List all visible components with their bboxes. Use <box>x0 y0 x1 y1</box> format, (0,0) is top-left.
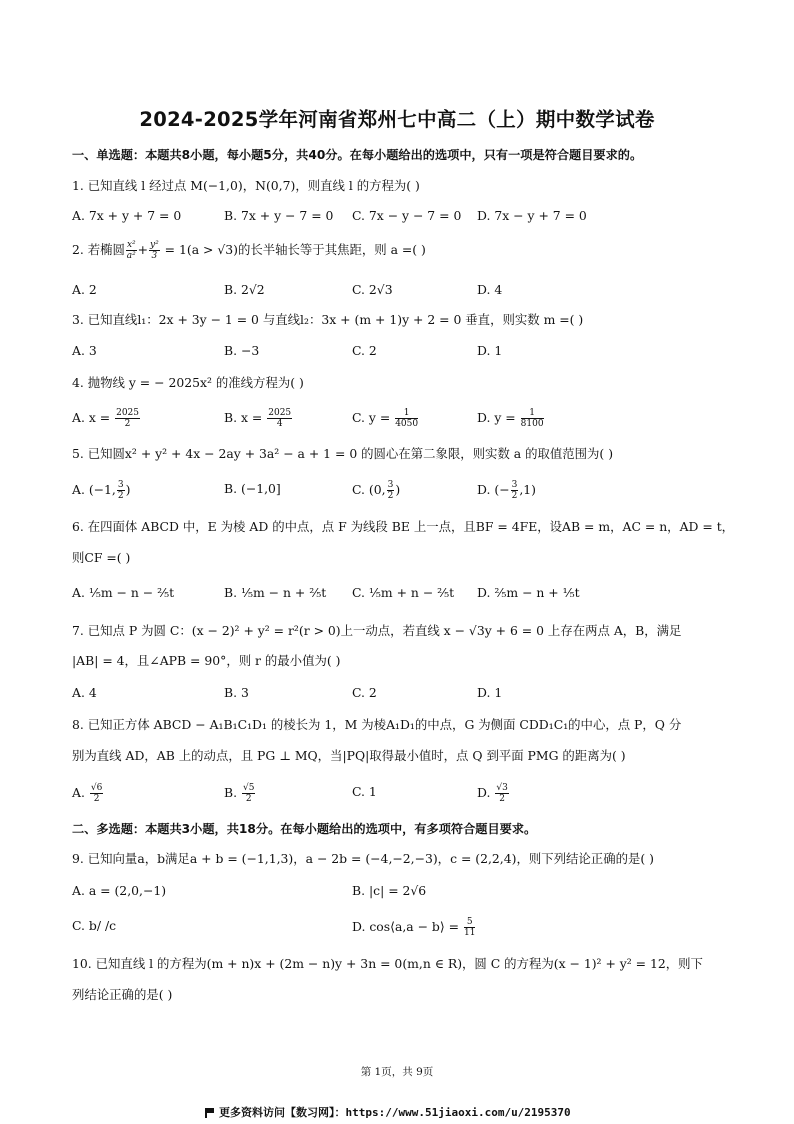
question-7-stem-continued: |AB| = 4，且∠APB = 90°，则 r 的最小值为( ) <box>72 653 341 668</box>
fraction <box>387 480 395 501</box>
option-b <box>224 783 256 804</box>
question-4-stem: 4. 抛物线 y = − 2025x² 的准线方程为( ) <box>72 375 304 390</box>
question-6-stem: 6. 在四面体 ABCD 中，E 为棱 AD 的中点，点 F 为线段 BE 上一点，且BF = 4FE，设AB = m，AC = n，AD = t， <box>72 519 735 534</box>
numerator: 3 <box>511 480 518 490</box>
question-8-options <box>72 783 772 805</box>
question-9-stem: 9. 已知向量a，b满足a + b = (−1,1,3)，a − 2b = (−4,−2,−3)，c = (2,2,4)，则下列结论正确的是( ) <box>72 851 654 866</box>
option-d: D. 1 <box>477 343 503 358</box>
option-d: D. ⅖m − n + ⅕t <box>477 585 580 600</box>
option-d: D. 7x − y + 7 = 0 <box>477 208 587 223</box>
option-c <box>352 480 400 501</box>
question-3-stem: 3. 已知直线l₁：2x + 3y − 1 = 0 与直线l₂：3x + (m + 1)y + 2 = 0 垂直，则实数 m =( ) <box>72 312 584 327</box>
fraction <box>117 480 125 501</box>
option-c-label: C. y = <box>352 410 391 425</box>
option-d-label: D. y = <box>477 410 516 425</box>
question-1-options <box>72 207 772 229</box>
fraction <box>267 408 292 429</box>
flag-icon <box>205 1108 215 1118</box>
option-c: C. 1 <box>352 784 377 799</box>
option-a: A. 4 <box>72 685 97 700</box>
numerator: 3 <box>117 480 124 490</box>
option-b-label: B. <box>224 785 238 800</box>
numerator: 3 <box>387 480 394 490</box>
option-c: C. ⅕m + n − ⅖t <box>352 585 455 600</box>
numerator: x² <box>126 240 136 250</box>
option-a-label: A. <box>72 785 85 800</box>
denominator: 3 <box>151 251 158 261</box>
option-b: B. 7x + y − 7 = 0 <box>224 208 334 223</box>
numerator: 1 <box>521 408 544 419</box>
question-2-prefix: 2. 若椭圆 <box>72 242 125 257</box>
numerator: √5 <box>243 783 255 793</box>
numerator: y² <box>150 240 159 250</box>
option-b: B. ⅕m − n + ⅖t <box>224 585 327 600</box>
fraction <box>495 783 508 804</box>
option-d <box>477 783 510 804</box>
denominator: 2 <box>117 491 124 501</box>
fraction <box>521 408 544 429</box>
denominator: a² <box>126 251 136 261</box>
numerator: √6 <box>90 783 103 793</box>
denominator: 2 <box>499 794 505 804</box>
denominator: 2 <box>245 794 252 804</box>
option-c <box>352 408 419 429</box>
option-a-suffix: ) <box>125 482 131 497</box>
numerator: 1 <box>395 408 418 419</box>
resource-banner[interactable] <box>205 1104 571 1120</box>
option-c: C. 2 <box>352 343 377 358</box>
section-multiple-choice-heading: 二、多选题：本题共3小题，共18分。在每小题给出的选项中，有多项符合题目要求。 <box>72 822 537 836</box>
option-b: B. 2√2 <box>224 282 265 297</box>
option-c-suffix: ) <box>395 482 401 497</box>
denominator: 4050 <box>395 419 419 429</box>
question-7-stem: 7. 已知点 P 为圆 C：(x − 2)² + y² = r²(r > 0)上一动点，若直线 x − √3y + 6 = 0 上存在两点 A，B，满足 <box>72 623 682 638</box>
fraction <box>115 408 140 429</box>
option-a: A. a = (2,0,−1) <box>72 883 167 898</box>
option-d <box>477 408 545 429</box>
option-d-prefix: D. cos⟨a,a − b⟩ = <box>352 919 460 934</box>
option-d-label: D. <box>477 785 491 800</box>
option-b: B. −3 <box>224 343 260 358</box>
question-9-options-row-1 <box>72 882 772 904</box>
option-c: C. 2 <box>352 685 377 700</box>
fraction <box>511 480 519 501</box>
denominator: 4 <box>276 419 283 429</box>
option-a <box>72 480 130 501</box>
option-d-suffix: ,1) <box>519 482 536 497</box>
option-c: C. 2√3 <box>352 282 393 297</box>
question-5-options <box>72 480 772 502</box>
option-c-prefix: C. (0, <box>352 482 386 497</box>
option-b <box>224 408 293 429</box>
page-footer: 第 1页，共 9页 <box>360 1066 434 1078</box>
option-a-label: A. x = <box>72 410 111 425</box>
option-d <box>477 480 536 501</box>
question-3-options <box>72 342 772 364</box>
denominator: 8100 <box>520 419 544 429</box>
denominator: 2 <box>93 794 100 804</box>
numerator: 2025 <box>116 408 139 418</box>
fraction <box>395 408 418 429</box>
question-2-options <box>72 281 772 303</box>
question-4-options <box>72 408 772 430</box>
option-c: C. 7x − y − 7 = 0 <box>352 208 462 223</box>
question-8-stem: 8. 已知正方体 ABCD − A₁B₁C₁D₁ 的棱长为 1，M 为棱A₁D₁的中点，G 为侧面 CDD₁C₁的中心，点 P，Q 分 <box>72 717 682 732</box>
option-a <box>72 783 104 804</box>
question-10-stem-continued: 列结论正确的是( ) <box>72 987 173 1002</box>
question-7-options <box>72 684 772 706</box>
fraction <box>464 917 475 938</box>
fraction-y2-3 <box>149 240 160 261</box>
denominator: 2 <box>387 491 394 501</box>
option-d-prefix: D. (− <box>477 482 510 497</box>
option-a: A. 3 <box>72 343 97 358</box>
fraction-x2-a2 <box>126 240 137 261</box>
question-6-stem-continued: 则CF =( ) <box>72 550 131 565</box>
option-d: D. 4 <box>477 282 503 297</box>
option-c: C. b/ /c <box>72 918 117 933</box>
question-8-stem-continued: 别为直线 AD，AB 上的动点，且 PG ⊥ MQ，当|PQ|取得最小值时，点 Q 到平面 PMG 的距离为( ) <box>72 748 626 763</box>
question-2-suffix: = 1(a > √3)的长半轴长等于其焦距，则 a =( ) <box>160 242 426 257</box>
option-b: B. |c| = 2√6 <box>352 883 427 898</box>
question-10-stem: 10. 已知直线 l 的方程为(m + n)x + (2m − n)y + 3n = 0(m,n ∈ R)，圆 C 的方程为(x − 1)² + y² = 12，则下 <box>72 956 703 971</box>
option-d: D. 1 <box>477 685 503 700</box>
option-b: B. 3 <box>224 685 249 700</box>
numerator: 5 <box>464 917 475 928</box>
question-9-options-row-2 <box>72 917 772 939</box>
option-a: A. 2 <box>72 282 97 297</box>
denominator: 11 <box>463 928 476 938</box>
resource-banner-text: 更多资料访问【数习网】：https://www.51jiaoxi.com/u/2195370 <box>219 1106 571 1119</box>
option-a-prefix: A. (−1, <box>72 482 116 497</box>
option-b: B. (−1,0] <box>224 481 281 496</box>
section-single-choice-heading: 一、单选题：本题共8小题，每小题5分，共40分。在每小题给出的选项中，只有一项是符合题目要求的。 <box>72 148 643 162</box>
fraction <box>90 783 103 804</box>
question-1-stem: 1. 已知直线 l 经过点 M(−1,0)，N(0,7)，则直线 l 的方程为( ) <box>72 178 420 193</box>
option-a <box>72 408 141 429</box>
option-d <box>352 917 476 938</box>
exam-title: 2024-2025学年河南省郑州七中高二（上）期中数学试卷 <box>139 108 655 131</box>
question-6-options <box>72 584 772 606</box>
denominator: 2 <box>511 491 518 501</box>
option-a: A. ⅕m − n − ⅖t <box>72 585 175 600</box>
question-5-stem: 5. 已知圆x² + y² + 4x − 2ay + 3a² − a + 1 = 0 的圆心在第二象限，则实数 a 的取值范围为( ) <box>72 446 614 461</box>
fraction <box>242 783 255 804</box>
numerator: √3 <box>496 783 508 793</box>
question-2-stem: 2. 若椭圆 $\frac{\text{x²}}{\text{a²}}$ + $\frac{\text{y²}}{3}$ = 1(a > √3)的长半轴长等于其焦距，则 a =( ) <box>72 240 426 261</box>
option-b-label: B. x = <box>224 410 263 425</box>
option-a: A. 7x + y + 7 = 0 <box>72 208 182 223</box>
numerator: 2025 <box>268 408 292 418</box>
denominator: 2 <box>124 419 131 429</box>
